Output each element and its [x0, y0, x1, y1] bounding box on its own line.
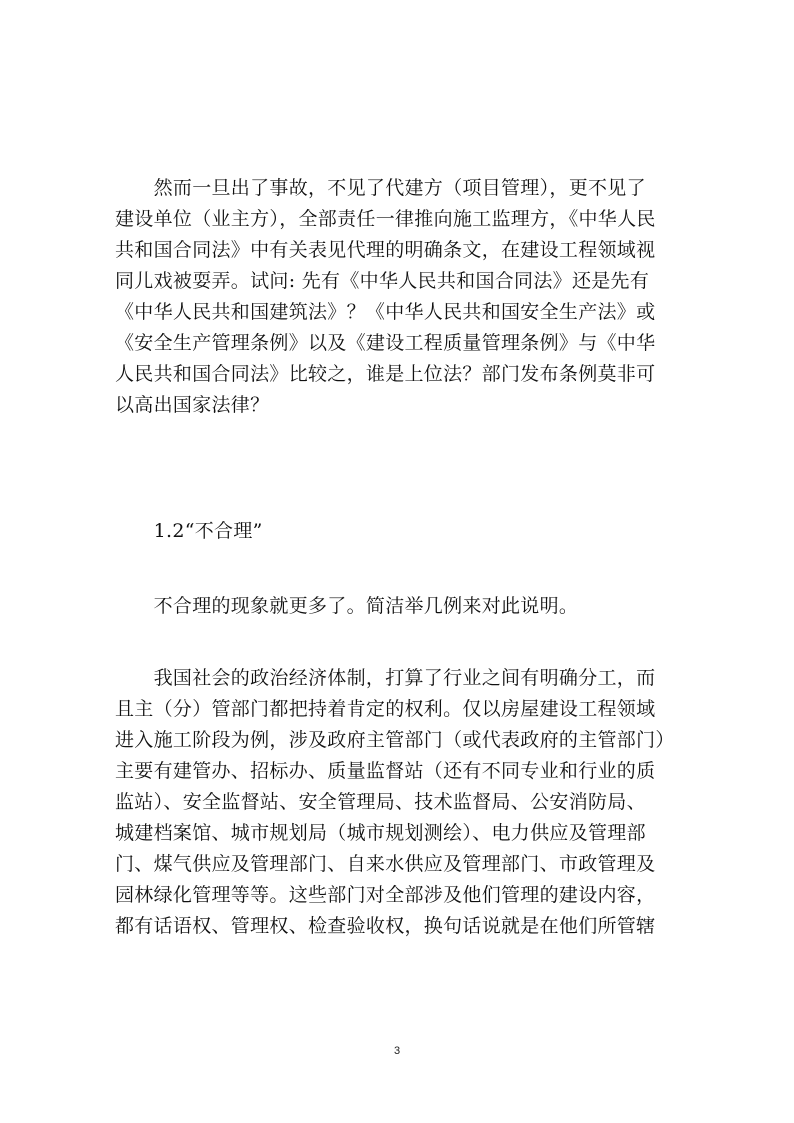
text-line: 人民共和国合同法》比较之，谁是上位法？部门发布条例莫非可: [115, 363, 656, 385]
text-line: 《中华人民共和国建筑法》？《中华人民共和国安全生产法》或: [115, 301, 656, 323]
text-line: 建设单位（业主方），全部责任一律推向施工监理方，《中华人民: [115, 208, 656, 230]
paragraph-departments: [115, 663, 715, 942]
text-line: 《安全生产管理条例》以及《建设工程质量管理条例》与《中华: [115, 332, 656, 354]
section-heading: [115, 516, 715, 547]
text-line: 不合理的现象就更多了。简洁举几例来对此说明。: [115, 595, 579, 617]
text-line: 且主（分）管部门都把持着肯定的权利。仅以房屋建设工程领域: [115, 698, 656, 720]
text-line: 以高出国家法律？: [115, 394, 270, 416]
text-line: 门、煤气供应及管理部门、自来水供应及管理部门、市政管理及: [115, 853, 656, 875]
text-line: 然而一旦出了事故，不见了代建方（项目管理），更不见了: [115, 177, 646, 199]
text-line: 园林绿化管理等等。这些部门对全部涉及他们管理的建设内容，: [115, 884, 656, 906]
text-line: 我国社会的政治经济体制，打算了行业之间有明确分工，而: [115, 667, 656, 689]
text-line: 共和国合同法》中有关表见代理的明确条文，在建设工程领域视: [115, 239, 656, 261]
text-line: 主要有建管办、招标办、质量监督站（还有不同专业和行业的质: [115, 760, 656, 782]
paragraph-accident-responsibility: [115, 173, 715, 421]
text-line: 进入施工阶段为例，涉及政府主管部门（或代表政府的主管部门）: [115, 729, 675, 751]
text-line: 都有话语权、管理权、检查验收权，换句话说就是在他们所管辖: [115, 915, 656, 937]
page-number: 3: [393, 1045, 401, 1057]
text-line: 监站）、安全监督站、安全管理局、技术监督局、公安消防局、: [115, 791, 646, 813]
text-line: 城建档案馆、城市规划局（城市规划测绘）、电力供应及管理部: [115, 822, 646, 844]
section-heading-text: 1.2“不合理”: [115, 520, 263, 542]
text-line: 同儿戏被耍弄。试问: 先有《中华人民共和国合同法》还是先有: [115, 270, 650, 292]
paragraph-intro: [115, 591, 715, 622]
